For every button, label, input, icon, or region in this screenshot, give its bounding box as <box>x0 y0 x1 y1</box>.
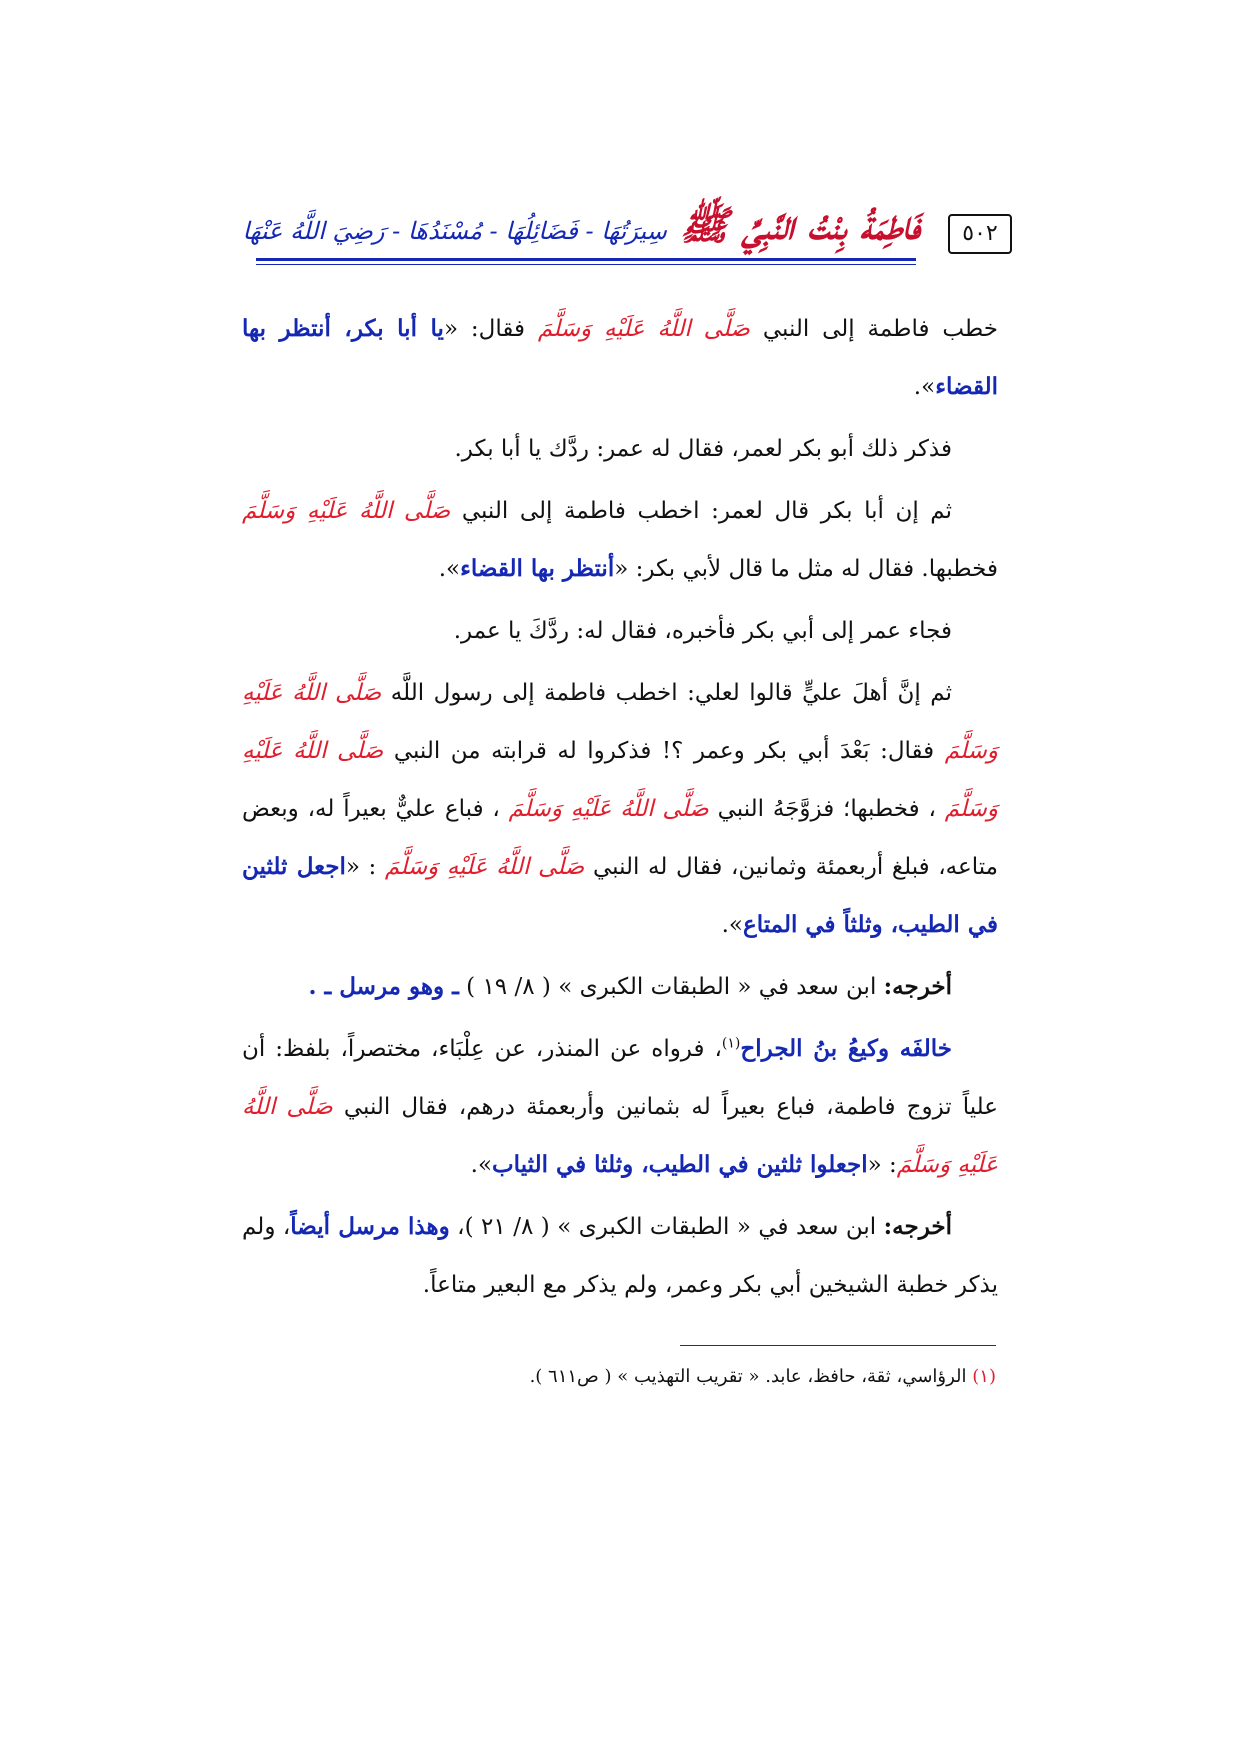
text: ثم إن أبا بكر قال لعمر: اخطب فاطمة إلى النبي <box>461 498 952 524</box>
page-number: ٥٠٢ <box>948 214 1012 254</box>
text: ». <box>913 374 936 400</box>
text: : « <box>345 854 377 880</box>
text: فخطبها. فقال له مثل ما قال لأبي بكر: « <box>614 556 998 582</box>
text: : « <box>867 1152 897 1178</box>
footnote-text: الرؤاسي، ثقة، حافظ، عابد. « تقريب التهذيب » ( ص٦١١ ). <box>529 1366 967 1387</box>
paragraph-6 <box>242 958 998 1016</box>
hadith-quote: أنتظر بها القضاء <box>460 555 615 582</box>
honorific: صَلَّى اللَّهُ عَلَيْهِ وَسَلَّمَ <box>242 1094 998 1178</box>
source-label: أخرجه: <box>883 973 952 1000</box>
text: ، فرواه عن المنذر، عن عِلْبَاء، مختصراً، بلفظ: أن علياً تزوج فاطمة، فباع بعيراً له بثمانين وأربعمئة درهم، فقال النبي <box>242 1036 999 1120</box>
book-subtitle: سِيرَتُهَا - فَضَائِلُهَا - مُسْنَدُهَا - رَضِيَ اللَّهُ عَنْهَا <box>242 217 667 245</box>
paragraph-5 <box>242 664 998 954</box>
page-header <box>232 196 1012 270</box>
text: ثم إنَّ أهلَ عليٍّ قالوا لعلي: اخطب فاطمة إلى رسول اللَّه <box>390 680 953 706</box>
text: فجاء عمر إلى أبي بكر فأخبره، فقال له: ردَّكَ يا عمر. <box>453 618 952 644</box>
text: خطب فاطمة إلى النبي <box>762 316 999 342</box>
hadith-quote: يا أبا بكر، أنتظر بها القضاء <box>242 315 998 400</box>
honorific: صَلَّى اللَّهُ عَلَيْهِ وَسَلَّمَ <box>242 498 451 524</box>
text: ، فباع عليٌّ بعيراً له، وبعض متاعه، فبلغ أربعمئة وثمانين، فقال له النبي <box>242 796 998 880</box>
footnote-number: (١) <box>972 1366 996 1387</box>
hadith-quote: اجعلوا ثلثين في الطيب، وثلثا في الثياب <box>492 1151 868 1178</box>
paragraph-1 <box>242 300 998 416</box>
paragraph-8 <box>242 1198 998 1314</box>
footnote <box>242 1362 996 1392</box>
page-body <box>242 300 998 1318</box>
text: ». <box>721 912 743 938</box>
honorific: صَلَّى اللَّهُ عَلَيْهِ وَسَلَّمَ <box>537 316 750 342</box>
footnote-divider <box>680 1345 996 1346</box>
book-title: فَاطِمَةُ بِنْتُ النَّبِيِّ ﷺ <box>680 202 920 249</box>
narrator-name: خالفَه وكيعُ بنُ الجراح <box>740 1035 952 1062</box>
paragraph-7 <box>242 1020 998 1194</box>
text: ، فخطبها؛ فزوَّجَهُ النبي <box>717 796 936 822</box>
text: فقال: « <box>443 316 525 342</box>
paragraph-2 <box>242 420 998 478</box>
paragraph-4 <box>242 602 998 660</box>
grading-note: وهذا مرسل أيضاً <box>290 1213 450 1240</box>
header-divider <box>256 258 916 265</box>
text: فقال: بَعْدَ أبي بكر وعمر ؟! فذكروا له قرابته من النبي <box>393 738 935 764</box>
running-title <box>242 196 920 256</box>
honorific: صَلَّى اللَّهُ عَلَيْهِ وَسَلَّمَ <box>384 854 585 880</box>
honorific: صَلَّى اللَّهُ عَلَيْهِ وَسَلَّمَ <box>242 738 999 822</box>
paragraph-3 <box>242 482 998 598</box>
text: فذكر ذلك أبو بكر لعمر، فقال له عمر: ردَّك يا أبا بكر. <box>454 436 952 462</box>
source-label: أخرجه: <box>883 1213 952 1240</box>
footnote-ref[interactable]: (١) <box>721 1035 741 1052</box>
honorific: صَلَّى اللَّهُ عَلَيْهِ وَسَلَّمَ <box>242 680 999 764</box>
honorific: صَلَّى اللَّهُ عَلَيْهِ وَسَلَّمَ <box>508 796 709 822</box>
text: ». <box>470 1152 493 1178</box>
hadith-quote: اجعل ثلثين في الطيب، وثلثاً في المتاع <box>242 853 998 938</box>
text: ». <box>438 556 461 582</box>
text: ابن سعد في « الطبقات الكبرى » ( ٨/ ١٩ ) <box>466 974 877 1000</box>
text: ابن سعد في « الطبقات الكبرى » ( ٨/ ٢١ )، <box>449 1214 877 1240</box>
text: ، ولم يذكر خطبة الشيخين أبي بكر وعمر، ولم يذكر مع البعير متاعاً. <box>242 1214 998 1298</box>
grading-note: ـ وهو مرسل ـ . <box>308 973 459 1000</box>
